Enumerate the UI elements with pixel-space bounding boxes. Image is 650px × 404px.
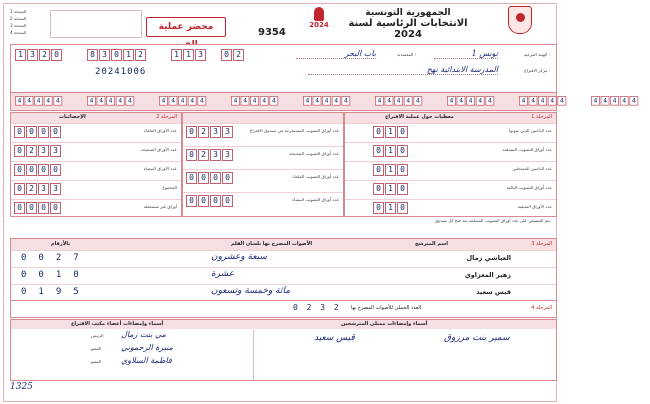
digit-cell[interactable]: 4	[269, 96, 278, 106]
digit-cell[interactable]: 4	[125, 96, 134, 106]
digit-cell[interactable]: 4	[529, 96, 538, 106]
code-cell[interactable]: 1	[123, 49, 134, 61]
digit-cell[interactable]: 3	[210, 126, 221, 138]
digit-box-group	[159, 96, 206, 106]
row-label: أوراق غير مستعملة	[143, 204, 177, 209]
digit-cell[interactable]: 4	[87, 96, 96, 106]
digit-cell[interactable]: 0	[50, 164, 61, 176]
digit-cell[interactable]: 0	[38, 202, 49, 214]
results-rows	[11, 250, 556, 301]
digit-cell[interactable]: 0	[186, 172, 197, 184]
digit-cell[interactable]: 4	[466, 96, 475, 106]
digit-cell[interactable]: 2	[26, 183, 37, 195]
digit-box-group	[14, 126, 61, 138]
digit-cell[interactable]: 4	[250, 96, 259, 106]
data-row	[183, 123, 343, 146]
col-words-header: الأصوات المصرح بها بلسان القلم	[231, 241, 313, 247]
digit-box-group	[373, 202, 408, 214]
candidate-row	[11, 250, 556, 267]
digit-cell[interactable]: 3	[38, 145, 49, 157]
digit-box-group	[87, 96, 134, 106]
digit-cell[interactable]: 0	[222, 195, 233, 207]
candidate-votes-words[interactable]: مائة وخمسة وتسعون	[211, 286, 291, 296]
logo-mark-icon	[314, 7, 324, 21]
statistics-title: الإحصائيات	[59, 114, 86, 120]
digit-cell[interactable]: 4	[260, 96, 269, 106]
date-field[interactable]: 20241006	[95, 67, 147, 77]
digit-cell[interactable]: 0	[198, 172, 209, 184]
vote-digit[interactable]: 0	[21, 287, 27, 297]
digit-cell[interactable]: 4	[15, 96, 24, 106]
digit-cell[interactable]: 4	[538, 96, 547, 106]
digit-cell[interactable]: 2	[26, 145, 37, 157]
row-label: المجموع	[162, 185, 177, 190]
code-boxes-far	[221, 49, 244, 61]
logo-year: 2024	[309, 21, 329, 29]
candidate-row	[11, 284, 556, 301]
row-label: عدد أوراق التصويت المسلمة	[502, 147, 552, 152]
header-left-copy-boxes	[10, 9, 140, 37]
row-label: عدد أوراق التصويت الملغاة	[292, 174, 339, 179]
digit-box-group	[373, 183, 408, 195]
digit-box-group	[186, 126, 233, 138]
signatures-section	[10, 319, 557, 381]
code-cell[interactable]: 1	[171, 49, 182, 61]
stage-4-label: المرحلة 4	[531, 305, 552, 311]
digit-cell[interactable]: 3	[50, 183, 61, 195]
rep-name-1[interactable]: قيس سعيد	[314, 333, 355, 343]
candidate-name: زهير المغزاوي	[464, 271, 511, 279]
digit-cell[interactable]: 0	[26, 126, 37, 138]
data-row	[345, 142, 556, 161]
digit-box-group	[519, 96, 566, 106]
digit-cell[interactable]: 4	[231, 96, 240, 106]
code-cell[interactable]: 2	[135, 49, 146, 61]
footer-code: 1325	[10, 382, 33, 392]
digit-cell[interactable]: 0	[50, 202, 61, 214]
statistics-panel	[10, 112, 182, 217]
digit-cell[interactable]: 4	[620, 96, 629, 106]
voting-note: يتم التنصيص على عدد أوراق التصويت المسلمة بعد فتح كل صندوق	[434, 218, 550, 223]
row-label: عدد أوراق التصويت الصحيحة	[289, 151, 339, 156]
title-line-1: الجمهورية التونسية	[365, 8, 451, 18]
voting-data-panel	[344, 112, 557, 217]
digit-cell[interactable]: 4	[303, 96, 312, 106]
digit-cell[interactable]: 4	[601, 96, 610, 106]
code-cell[interactable]: 8	[87, 49, 98, 61]
municipality-label: المعتمدية :	[397, 52, 416, 57]
candidate-digits	[21, 270, 79, 280]
results-header	[11, 239, 556, 250]
digit-cell[interactable]: 4	[519, 96, 528, 106]
municipality-value[interactable]: باب البحر	[296, 49, 376, 59]
statistics-title-bar	[11, 113, 181, 123]
row-label: عدد الناخبين الذين صوتوا	[508, 128, 552, 133]
vote-digit[interactable]: 1	[55, 270, 62, 280]
digit-cell[interactable]: 4	[169, 96, 178, 106]
digit-cell[interactable]: 4	[476, 96, 485, 106]
center-value[interactable]: المدرسة الابتدائية نهج	[308, 65, 498, 75]
code-cell[interactable]: 0	[221, 49, 232, 61]
digit-cell[interactable]: 0	[26, 164, 37, 176]
digit-cell[interactable]: 4	[106, 96, 115, 106]
data-row	[11, 161, 181, 180]
signatures-title-right: أسماء وإمضاءات ممثلي المترشحين	[341, 321, 428, 327]
digit-cell[interactable]: 3	[222, 149, 233, 161]
vote-digit[interactable]: 7	[73, 253, 79, 263]
data-row	[11, 180, 181, 199]
copy-line-2: النسخة 2	[10, 16, 27, 21]
digit-box-group	[15, 96, 62, 106]
digit-box-group	[14, 145, 61, 157]
candidate-name: قيس سعيد	[476, 288, 511, 296]
digit-cell[interactable]: 0	[222, 172, 233, 184]
digit-cell[interactable]: 4	[385, 96, 394, 106]
col-digits-header: بالأرقام	[51, 241, 71, 247]
signer-name-1[interactable]: مي بنت زمال	[121, 330, 166, 339]
digit-cell[interactable]: 0	[186, 149, 197, 161]
digit-cell[interactable]: 4	[629, 96, 638, 106]
digit-cell[interactable]: 1	[385, 145, 396, 157]
statistics-rows	[11, 123, 181, 218]
ballots-rows	[183, 123, 343, 215]
digit-cell[interactable]: 4	[341, 96, 350, 106]
row-label: عدد أوراق التصويت المستخرجة من صندوق الاقتراع	[249, 128, 339, 133]
digit-cell[interactable]: 0	[198, 195, 209, 207]
digit-cell[interactable]: 3	[50, 145, 61, 157]
digit-cell[interactable]: 3	[210, 149, 221, 161]
data-row	[11, 123, 181, 142]
stage-3-label: المرحلة 3	[531, 241, 552, 247]
row-label: عدد الأوراق البيضاء	[143, 166, 177, 171]
title-block	[336, 8, 480, 40]
digit-cell[interactable]: 2	[198, 149, 209, 161]
counts-strip-values	[15, 96, 650, 108]
vote-digit[interactable]: 2	[55, 253, 62, 263]
digit-cell[interactable]: 0	[373, 145, 384, 157]
region-value[interactable]: تونس 1	[434, 49, 498, 59]
digit-cell[interactable]: 4	[34, 96, 43, 106]
form-number: 9354	[258, 27, 286, 38]
results-table	[10, 238, 557, 318]
digit-box-group	[591, 96, 638, 106]
center-label: مركز الاقتراع :	[524, 68, 550, 73]
digit-cell[interactable]: 0	[373, 164, 384, 176]
candidate-name: العياشي زمال	[466, 254, 511, 262]
digit-box-group	[231, 96, 278, 106]
digit-cell[interactable]: 4	[457, 96, 466, 106]
candidate-digits	[21, 253, 79, 263]
digit-cell[interactable]: 4	[322, 96, 331, 106]
vote-digit[interactable]: 0	[21, 253, 27, 263]
digit-cell[interactable]: 0	[397, 183, 408, 195]
report-label: محضر عملية	[158, 22, 214, 32]
digit-cell[interactable]: 0	[397, 164, 408, 176]
digit-cell[interactable]: 0	[210, 195, 221, 207]
digit-box-group	[186, 172, 233, 184]
voting-data-title-bar	[345, 113, 556, 123]
digit-cell[interactable]: 4	[178, 96, 187, 106]
signer-name-3[interactable]: فاطمة السلاوي	[121, 356, 172, 365]
digit-cell[interactable]: 0	[373, 126, 384, 138]
digit-cell[interactable]: 0	[26, 202, 37, 214]
digit-cell[interactable]: 0	[14, 202, 25, 214]
candidate-votes-words[interactable]: عشرة	[211, 269, 235, 279]
digit-cell[interactable]: 0	[14, 164, 25, 176]
digit-cell[interactable]: 4	[413, 96, 422, 106]
digit-cell[interactable]: 0	[186, 126, 197, 138]
code-cell[interactable]: 3	[27, 49, 38, 61]
digit-cell[interactable]: 4	[313, 96, 322, 106]
row-label: عدد أوراق التصويت التالفة	[506, 185, 552, 190]
digit-cell[interactable]: 4	[447, 96, 456, 106]
copy-line-1: النسخة 1	[10, 9, 27, 14]
voting-data-title: معطيات حول عملية الاقتراع	[385, 114, 454, 120]
digit-cell[interactable]: 4	[557, 96, 566, 106]
digit-cell[interactable]: 4	[591, 96, 600, 106]
digit-cell[interactable]: 0	[397, 202, 408, 214]
signatures-title-left: أسماء وإمضاءات أعضاء مكتب الاقتراع	[71, 321, 164, 327]
digit-cell[interactable]: 0	[38, 126, 49, 138]
digit-box-group	[447, 96, 494, 106]
digit-cell[interactable]: 3	[38, 183, 49, 195]
digit-cell[interactable]: 4	[116, 96, 125, 106]
digit-cell[interactable]: 0	[397, 145, 408, 157]
counts-strip	[10, 92, 636, 111]
digit-box-group	[14, 164, 61, 176]
data-row	[345, 161, 556, 180]
data-row	[183, 192, 343, 215]
signature-right-block	[253, 330, 556, 379]
code-cell[interactable]: 2	[233, 49, 244, 61]
digit-cell[interactable]: 0	[186, 195, 197, 207]
stage-2-label: المرحلة 2	[156, 114, 177, 120]
code-cell[interactable]: 0	[51, 49, 62, 61]
identity-section	[10, 44, 557, 93]
digit-box-group	[14, 202, 61, 214]
digit-cell[interactable]: 4	[188, 96, 197, 106]
code-cell[interactable]: 3	[99, 49, 110, 61]
digit-cell[interactable]: 2	[198, 126, 209, 138]
candidate-votes-words[interactable]: سبعة وعشرون	[211, 252, 267, 262]
row-label: عدد الناخبين المسجلين	[512, 166, 552, 171]
digit-box-group	[373, 145, 408, 157]
code-cell[interactable]: 1	[15, 49, 26, 61]
col-candidate-header: اسم المترشح	[415, 241, 448, 247]
digit-cell[interactable]: 4	[404, 96, 413, 106]
digit-cell[interactable]: 0	[397, 126, 408, 138]
digit-cell[interactable]: 4	[610, 96, 619, 106]
voting-data-rows	[345, 123, 556, 218]
vote-digit[interactable]: 0	[38, 270, 44, 280]
digit-cell[interactable]: 0	[14, 126, 25, 138]
data-row	[345, 199, 556, 218]
data-row	[345, 180, 556, 199]
digit-cell[interactable]: 4	[548, 96, 557, 106]
signature-left-block	[11, 330, 251, 379]
data-row	[183, 169, 343, 192]
digit-cell[interactable]: 4	[332, 96, 341, 106]
digit-box-group	[186, 195, 233, 207]
digit-cell[interactable]: 1	[385, 126, 396, 138]
role-3: العضو	[91, 359, 102, 364]
results-total-digits[interactable]: 0 2 3 2	[293, 303, 341, 312]
digit-box-group	[373, 126, 408, 138]
stage-1-label: المرحلة 1	[531, 114, 552, 120]
signatures-header	[11, 320, 556, 329]
signer-name-2[interactable]: منيرة الرحموني	[121, 343, 173, 352]
vote-digit[interactable]: 1	[38, 287, 44, 297]
digit-box-group	[303, 96, 350, 106]
digit-cell[interactable]: 4	[97, 96, 106, 106]
digit-cell[interactable]: 0	[50, 126, 61, 138]
digit-cell[interactable]: 1	[385, 183, 396, 195]
digit-cell[interactable]: 4	[394, 96, 403, 106]
row-label: عدد أوراق التصويت البيضاء	[292, 197, 339, 202]
data-row	[11, 142, 181, 161]
digit-cell[interactable]: 4	[485, 96, 494, 106]
row-label: عدد الأوراق المتبقية	[517, 204, 552, 209]
row-label: عدد الأوراق الملغاة	[144, 128, 177, 133]
code-cell[interactable]: 2	[39, 49, 50, 61]
digit-box-group	[186, 149, 233, 161]
emblem-icon	[508, 6, 532, 34]
role-1: الرئيس	[91, 333, 104, 338]
digit-cell[interactable]: 1	[385, 164, 396, 176]
digit-box-group	[14, 183, 61, 195]
digit-cell[interactable]: 4	[44, 96, 53, 106]
digit-cell[interactable]: 4	[159, 96, 168, 106]
row-label: عدد الأوراق الصحيحة	[140, 147, 177, 152]
rep-name-2[interactable]: سمير بنت مرزوق	[444, 333, 510, 343]
digit-cell[interactable]: 0	[373, 183, 384, 195]
digit-cell[interactable]: 0	[38, 164, 49, 176]
digit-cell[interactable]: 3	[222, 126, 233, 138]
copy-line-3: النسخة 3	[10, 23, 27, 28]
vote-digit[interactable]: 0	[21, 270, 27, 280]
ballots-panel	[182, 112, 344, 217]
digit-cell[interactable]: 1	[385, 202, 396, 214]
code-boxes-top	[15, 49, 62, 61]
code-boxes-right	[171, 49, 206, 61]
title-line-2: الانتخابات الرئاسية لسنة 2024	[348, 18, 468, 40]
code-cell[interactable]: 1	[183, 49, 194, 61]
candidate-row	[11, 267, 556, 284]
logo-block	[303, 7, 335, 41]
results-total-label: العدد الجملي للأصوات المصرح بها	[351, 305, 422, 311]
digit-cell[interactable]: 4	[53, 96, 62, 106]
digit-cell[interactable]: 0	[14, 183, 25, 195]
digit-cell[interactable]: 4	[197, 96, 206, 106]
digit-box-group	[373, 164, 408, 176]
vote-digit[interactable]: 0	[38, 253, 44, 263]
digit-box-group	[375, 96, 422, 106]
data-row	[11, 199, 181, 218]
code-boxes-middle	[87, 49, 146, 61]
role-2: العضو	[91, 346, 102, 351]
digit-cell[interactable]: 4	[375, 96, 384, 106]
data-row	[183, 146, 343, 169]
vote-digit[interactable]: 9	[55, 287, 62, 297]
digit-cell[interactable]: 0	[210, 172, 221, 184]
code-cell[interactable]: 3	[195, 49, 206, 61]
digit-cell[interactable]: 0	[373, 202, 384, 214]
vote-digit[interactable]: 0	[73, 270, 79, 280]
copy-line-4: النسخة 4	[10, 30, 27, 35]
code-cell[interactable]: 0	[111, 49, 122, 61]
digit-cell[interactable]: 4	[25, 96, 34, 106]
data-row	[345, 123, 556, 142]
report-title-badge	[146, 17, 226, 37]
digit-cell[interactable]: 4	[241, 96, 250, 106]
results-total-row	[11, 300, 556, 317]
digit-cell[interactable]: 0	[14, 145, 25, 157]
candidate-digits	[21, 287, 79, 297]
region-label: الهيئة الفرعية :	[523, 52, 550, 57]
vote-digit[interactable]: 5	[73, 287, 79, 297]
